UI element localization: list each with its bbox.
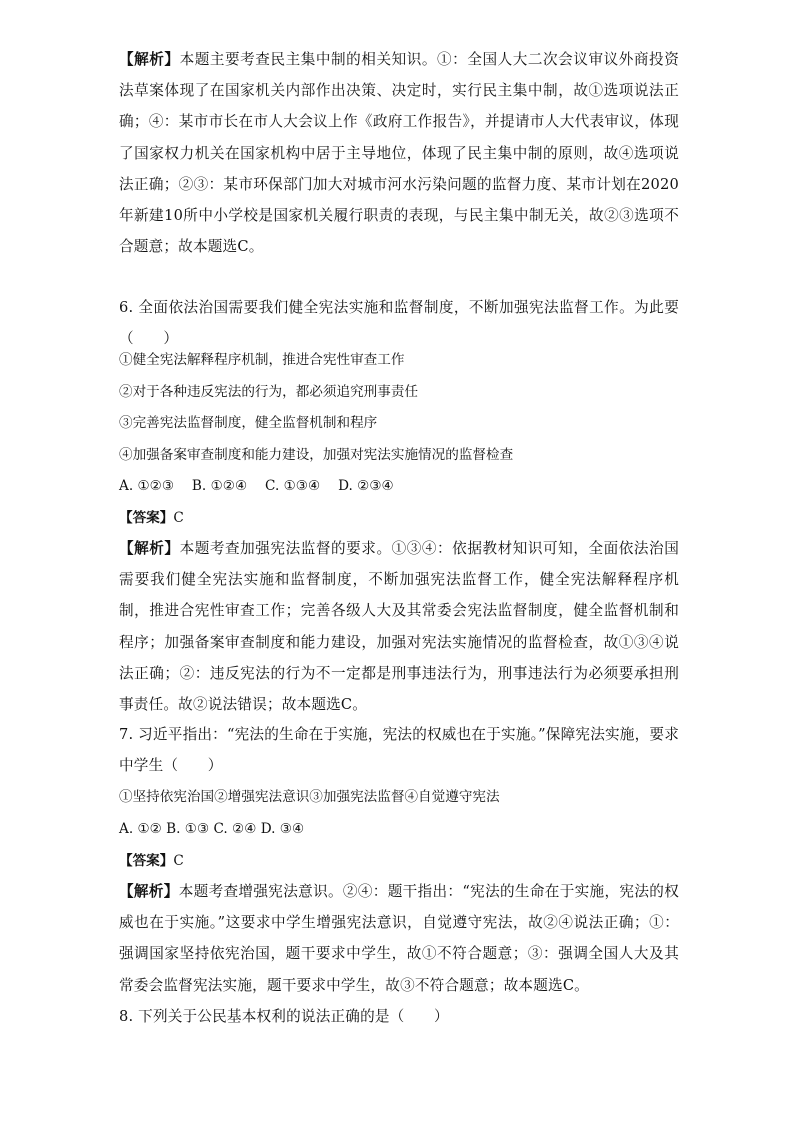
- q6-statement-4: ④加强备案审查制度和能力建设，加强对宪法实施情况的监督检查: [119, 447, 514, 463]
- q7-options: A. ①② B. ①③ C. ②④ D. ③④: [119, 821, 305, 837]
- answer-value: C: [173, 853, 184, 869]
- q6-statement-1: ①健全宪法解释程序机制，推进合宪性审查工作: [119, 352, 405, 368]
- q6-statement-2: ②对于各种违反宪法的行为，都必须追究刑事责任: [119, 384, 419, 400]
- analysis-tag: 【解析】: [119, 540, 180, 557]
- q8-stem: 8. 下列关于公民基本权利的说法正确的是（ ）: [119, 1008, 449, 1025]
- q7-analysis: [119, 876, 679, 1001]
- q6-stem: 6. 全面依法治国需要我们健全宪法实施和监督制度，不断加强宪法监督工作。为此要（ ）: [119, 299, 679, 348]
- answer-tag: 【答案】: [119, 510, 174, 526]
- q6-statement-3: ③完善宪法监督制度，健全监督机制和程序: [119, 415, 378, 431]
- answer-value: C: [173, 510, 184, 526]
- analysis-text: 本题考查增强宪法意识。②④：题干指出：“宪法的生命在于实施，宪法的权威也在于实施。”这要求中学生增强宪法意识，自觉遵守宪法，故②④说法正确；①：强调国家坚持依宪治国，题干要求中学生，故①不符合题意；③：强调全国人大及其常委会监督宪法实施，题干要求中学生，故③不符合题意；故本题选C。: [119, 883, 679, 994]
- analysis-tag: 【解析】: [119, 883, 179, 900]
- analysis-tag: 【解析】: [119, 51, 180, 68]
- analysis-text: 本题考查加强宪法监督的要求。①③④：依据教材知识可知，全面依法治国需要我们健全宪法实施和监督制度，不断加强宪法监督工作，健全宪法解释程序机制，推进合宪性审查工作；完善各级人大及其常委会宪法监督制度，健全监督机制和程序；加强备案审查制度和能力建设，加强对宪法实施情况的监督检查，故①③④说法正确；②：违反宪法的行为不一定都是刑事违法行为，刑事违法行为必须要承担刑事责任。故②说法错误；故本题选C。: [119, 540, 679, 714]
- q6-answer: [119, 503, 679, 534]
- analysis-text: 本题主要考查民主集中制的相关知识。①：全国人大二次会议审议外商投资法草案体现了在国家机关内部作出决策、决定时，实行民主集中制，故①选项说法正确；④：某市市长在市人大会议上作《政府工作报告》，并提请市人大代表审议，体现了国家权力机关在国家机构中居于主导地位，体现了民主集中制的原则，故④选项说法正确；②③：某市环保部门加大对城市河水污染问题的监督力度、某市计划在2020年新建10所中小学校是国家机关履行职责的表现，与民主集中制无关，故②③选项不合题意；故本题选C。: [119, 51, 679, 256]
- q6-options: A. ①②③ B. ①②④ C. ①③④ D. ②③④: [119, 478, 394, 494]
- q5-analysis: [119, 44, 679, 262]
- q7-stem: 7. 习近平指出：“宪法的生命在于实施，宪法的权威也在于实施。”保障宪法实施，要求中学生（ ）: [119, 726, 679, 775]
- q7-statements: ①坚持依宪治国②增强宪法意识③加强宪法监督④自觉遵守宪法: [119, 789, 500, 805]
- q6-analysis: [119, 533, 679, 720]
- q7-answer: [119, 846, 679, 877]
- answer-tag: 【答案】: [119, 853, 174, 869]
